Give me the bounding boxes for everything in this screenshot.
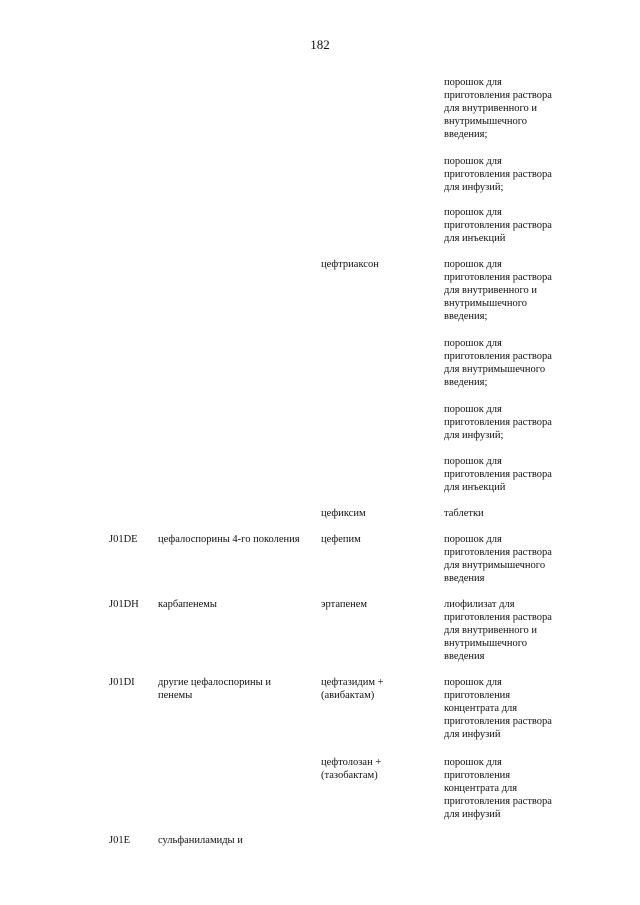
dosage-form: порошок для приготовления концентрата для приготовления раствора для инфузий <box>444 757 552 820</box>
dosage-form: порошок для приготовления раствора для внутривенного и внутримышечного введения; <box>444 77 552 140</box>
drug-name: цефтазидим + (авибактам) <box>321 677 384 701</box>
dosage-form: порошок для приготовления раствора для внутривенного и внутримышечного введения; <box>444 259 552 322</box>
atc-group: другие цефалоспорины и пенемы <box>158 677 271 701</box>
atc-code: J01DI <box>109 677 135 688</box>
drug-name: цефепим <box>321 534 361 545</box>
drug-name: эртапенем <box>321 599 368 610</box>
dosage-form: порошок для приготовления раствора для инфузий; <box>444 156 552 193</box>
atc-group: карбапенемы <box>158 599 217 610</box>
dosage-form: порошок для приготовления раствора для инъекций <box>444 207 552 244</box>
dosage-form: порошок для приготовления раствора для внутримышечного введения <box>444 534 552 584</box>
dosage-form: таблетки <box>444 508 484 519</box>
page-number: 182 <box>310 37 330 52</box>
atc-group: цефалоспорины 4-го поколения <box>158 534 300 545</box>
drug-name: цефтолозан + (тазобактам) <box>321 757 382 781</box>
drug-name: цефтриаксон <box>321 259 379 270</box>
dosage-form: порошок для приготовления концентрата для приготовления раствора для инфузий <box>444 677 552 740</box>
atc-code: J01DH <box>109 599 139 610</box>
dosage-form: порошок для приготовления раствора для внутримышечного введения; <box>444 338 552 388</box>
dosage-form: лиофилизат для приготовления раствора для внутривенного и внутримышечного введения <box>444 599 552 662</box>
atc-code: J01DE <box>109 534 138 545</box>
dosage-form: порошок для приготовления раствора для инъекций <box>444 456 552 493</box>
drug-name: цефиксим <box>321 508 366 519</box>
atc-code: J01E <box>109 835 130 846</box>
dosage-form: порошок для приготовления раствора для инфузий; <box>444 404 552 441</box>
atc-group: сульфаниламиды и <box>158 835 243 846</box>
